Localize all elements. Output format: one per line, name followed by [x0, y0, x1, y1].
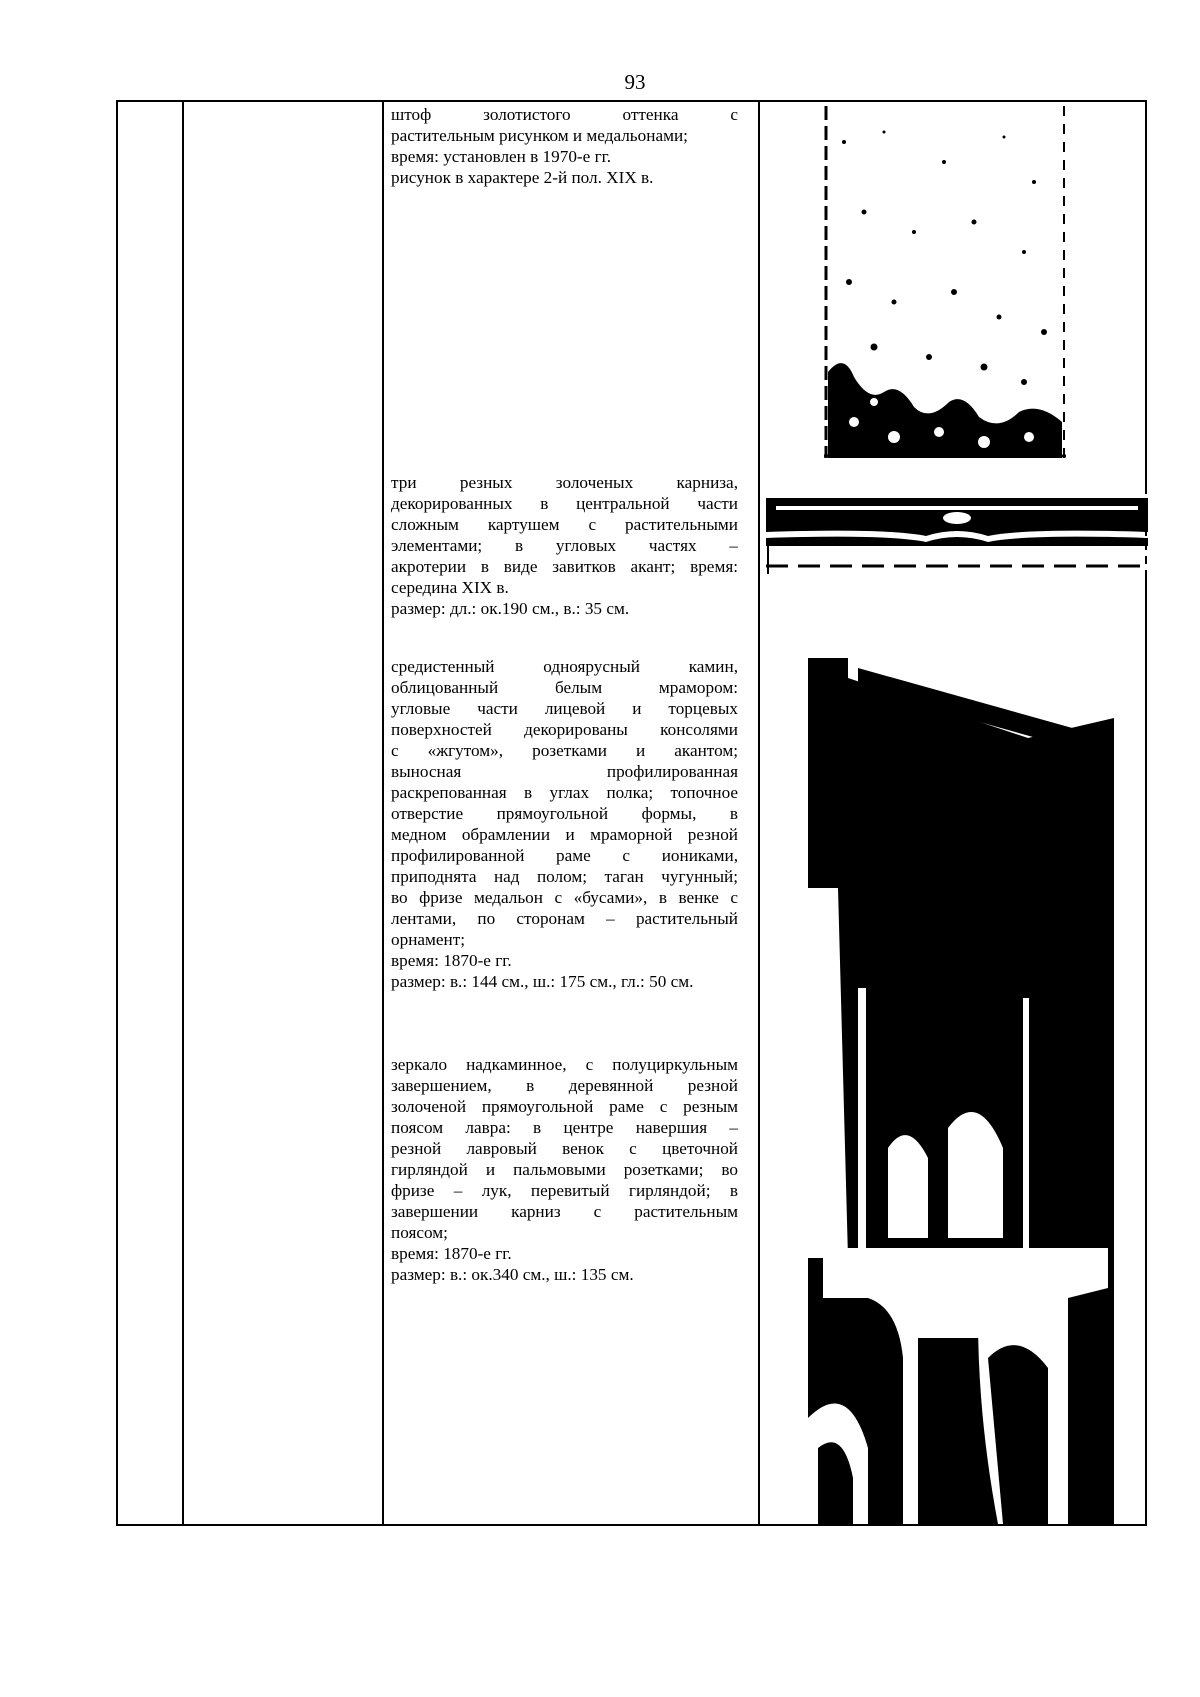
- text-line: элементами; в угловых частях –: [391, 536, 738, 555]
- text-line: размер: дл.: ок.190 см., в.: 35 см.: [391, 599, 630, 618]
- page-number: 93: [624, 70, 646, 94]
- text-line: поверхностей декорированы консолями: [391, 720, 738, 739]
- text-line: приподнята над полом; таган чугунный;: [391, 867, 738, 886]
- text-line: отверстие прямоугольной формы, в: [391, 804, 738, 823]
- text-line: середина XIX в.: [391, 578, 509, 597]
- text-line: фризе – лук, перевитый гирляндой; в: [391, 1181, 738, 1200]
- text-line: золоченой прямоугольной раме с резным: [391, 1097, 738, 1116]
- text-line: средистенный одноярусный камин,: [391, 657, 738, 676]
- fabric-photo: [824, 102, 1066, 458]
- entry-description: [391, 472, 738, 619]
- text-line: угловые части лицевой и торцевых: [391, 699, 738, 718]
- entry-fabric: [384, 104, 738, 188]
- text-line: орнамент;: [391, 930, 466, 949]
- entry-description: [391, 104, 738, 188]
- text-line: облицованный белым мрамором:: [391, 678, 738, 697]
- entry-cornice: [384, 472, 738, 619]
- text-line: акротерии в виде завитков акант; время:: [391, 557, 738, 576]
- text-line: поясом лавра: в центре навершия –: [391, 1118, 738, 1137]
- text-line: медном обрамлении и мраморной резной: [391, 825, 738, 844]
- text-line: резной лавровый венок с цветочной: [391, 1139, 738, 1158]
- text-line: время: установлен в 1970-е гг.: [391, 147, 612, 166]
- cornice-photo: [766, 486, 1148, 574]
- text-line: раскрепованная в углах полка; топочное: [391, 783, 738, 802]
- fireplace-mirror-photo: [808, 658, 1114, 1524]
- text-line: профилированной раме с иониками,: [391, 846, 738, 865]
- column-divider: [182, 102, 184, 1524]
- text-line: рисунок в характере 2-й пол. XIX в.: [391, 168, 654, 187]
- text-line: лентами, по сторонам – растительный: [391, 909, 738, 928]
- text-line: штоф золотистого оттенка с: [391, 105, 738, 124]
- entry-fireplace: [384, 656, 738, 992]
- text-line: завершении карниз с растительным: [391, 1202, 738, 1221]
- text-line: выносная профилированная: [391, 762, 738, 781]
- text-line: поясом;: [391, 1223, 448, 1242]
- text-line: время: 1870-е гг.: [391, 951, 512, 970]
- entry-mirror: [384, 1054, 738, 1285]
- text-line: три резных золоченых карниза,: [391, 473, 738, 492]
- text-line: время: 1870-е гг.: [391, 1244, 512, 1263]
- text-line: декорированных в центральной части: [391, 494, 738, 513]
- inventory-table: [116, 100, 1147, 1526]
- text-line: с «жгутом», розетками и акантом;: [391, 741, 738, 760]
- entry-description: [391, 1054, 738, 1285]
- text-line: во фризе медальон с «бусами», в венке с: [391, 888, 738, 907]
- text-line: зеркало надкаминное, с полуциркульным: [391, 1055, 738, 1074]
- text-line: гирляндой и пальмовыми розетками; во: [391, 1160, 738, 1179]
- text-line: завершением, в деревянной резной: [391, 1076, 738, 1095]
- text-line: растительным рисунком и медальонами;: [391, 126, 688, 145]
- entry-description: [391, 656, 738, 992]
- text-line: сложным картушем с растительными: [391, 515, 738, 534]
- text-line: размер: в.: 144 см., ш.: 175 см., гл.: 50 см.: [391, 972, 694, 991]
- text-line: размер: в.: ок.340 см., ш.: 135 см.: [391, 1265, 634, 1284]
- column-divider: [758, 102, 760, 1524]
